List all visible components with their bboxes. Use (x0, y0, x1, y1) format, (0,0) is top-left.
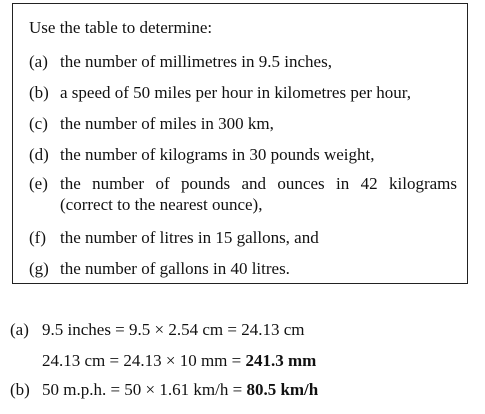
question-item-e (29, 173, 457, 215)
question-text: the number of litres in 15 gallons, and (60, 228, 319, 247)
solution-text: 50 m.p.h. = 50 × 1.61 km/h = (42, 380, 247, 399)
solution-label: (b) (10, 380, 30, 399)
question-label: (a) (29, 52, 48, 71)
question-label: (c) (29, 114, 48, 133)
question-label: (d) (29, 145, 49, 164)
question-text: the number of kilograms in 30 pounds weight, (60, 145, 375, 164)
question-intro: Use the table to determine: (29, 18, 213, 37)
solution-result: 80.5 km/h (246, 380, 319, 399)
question-label: (e) (29, 174, 48, 193)
question-text-line-1: the number of pounds and ounces in 42 kilograms (60, 174, 457, 193)
solution-result: 241.3 mm (245, 351, 317, 370)
solution-a-line-2 (42, 351, 316, 371)
question-item-d (29, 144, 457, 165)
question-box (12, 3, 468, 284)
solution-label: (a) (10, 320, 29, 339)
question-label: (f) (29, 228, 46, 247)
solution-text: 9.5 inches = 9.5 × 2.54 cm = 24.13 cm (42, 320, 305, 339)
question-text: the number of miles in 300 km, (60, 114, 274, 133)
question-item-c (29, 113, 457, 134)
question-label: (g) (29, 259, 49, 278)
question-item-a (29, 51, 457, 72)
question-text-line-2: (correct to the nearest ounce), (60, 195, 263, 214)
solution-a-line-1 (10, 320, 304, 340)
question-text (60, 173, 457, 215)
question-text: the number of gallons in 40 litres. (60, 259, 290, 278)
question-item-f (29, 227, 457, 248)
question-item-g (29, 258, 457, 279)
question-text: the number of millimetres in 9.5 inches, (60, 52, 332, 71)
question-label: (b) (29, 83, 49, 102)
solution-text: 24.13 cm = 24.13 × 10 mm = (42, 351, 246, 370)
solution-b-line (10, 380, 318, 400)
question-text: a speed of 50 miles per hour in kilometres per hour, (60, 83, 412, 102)
question-item-b (29, 82, 457, 103)
